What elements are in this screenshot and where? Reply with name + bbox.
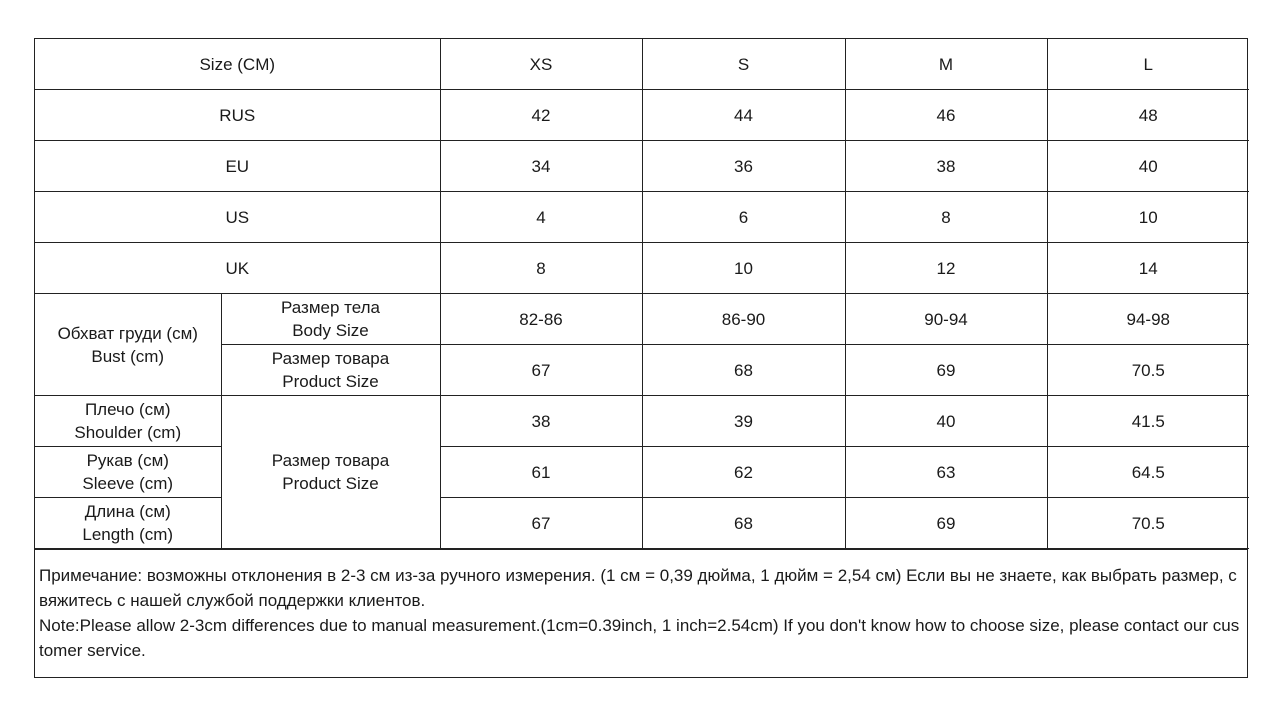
standard-row-rus bbox=[35, 90, 1249, 141]
table-cell: 40 bbox=[845, 396, 1047, 447]
bust-label-ru: Обхват груди (см) bbox=[57, 323, 198, 343]
table-cell: 12 bbox=[845, 243, 1047, 294]
standard-label: RUS bbox=[35, 90, 440, 141]
table-cell: 68 bbox=[642, 345, 845, 396]
sleeve-row bbox=[35, 447, 1249, 498]
shoulder-label bbox=[35, 396, 221, 447]
table-cell: 40 bbox=[1047, 141, 1249, 192]
length-label bbox=[35, 498, 221, 549]
table-cell: 90-94 bbox=[845, 294, 1047, 345]
length-label-en: Length (cm) bbox=[82, 525, 174, 544]
table-cell: 70.5 bbox=[1047, 345, 1249, 396]
length-label-ru: Длина (см) bbox=[84, 502, 171, 521]
table-cell: 64.5 bbox=[1047, 447, 1249, 498]
table-cell: 67 bbox=[440, 345, 642, 396]
body-size-label-en: Body Size bbox=[292, 321, 369, 340]
bust-label-en: Bust (cm) bbox=[91, 346, 165, 366]
size-header-m: M bbox=[845, 39, 1047, 90]
size-header-s: S bbox=[642, 39, 845, 90]
product-size-label-en: Product Size bbox=[282, 372, 379, 391]
table-cell: 41.5 bbox=[1047, 396, 1249, 447]
product-size-group-label-en: Product Size bbox=[282, 474, 379, 493]
standard-label: EU bbox=[35, 141, 440, 192]
table-cell: 6 bbox=[642, 192, 845, 243]
table-cell: 62 bbox=[642, 447, 845, 498]
table-cell: 46 bbox=[845, 90, 1047, 141]
size-label-header: Size (CM) bbox=[35, 39, 440, 90]
table-cell: 44 bbox=[642, 90, 845, 141]
table-cell: 42 bbox=[440, 90, 642, 141]
table-cell: 68 bbox=[642, 498, 845, 549]
body-size-label-ru: Размер тела bbox=[280, 298, 380, 317]
table-cell: 4 bbox=[440, 192, 642, 243]
note-ru: Примечание: возможны отклонения в 2-3 см из-за ручного измерения. (1 см = 0,39 дюйма, 1 дюйм = 2,54 см) Если вы не знаете, как выбрать размер, свяжитесь с нашей службой поддержки клиентов. bbox=[39, 566, 1237, 610]
bust-label bbox=[35, 294, 221, 396]
table-cell: 8 bbox=[440, 243, 642, 294]
table-cell: 86-90 bbox=[642, 294, 845, 345]
table-cell: 39 bbox=[642, 396, 845, 447]
table-cell: 10 bbox=[1047, 192, 1249, 243]
table-cell: 61 bbox=[440, 447, 642, 498]
table-cell: 70.5 bbox=[1047, 498, 1249, 549]
product-size-group-label bbox=[221, 396, 440, 549]
size-table bbox=[35, 39, 1249, 549]
table-cell: 82-86 bbox=[440, 294, 642, 345]
table-cell: 63 bbox=[845, 447, 1047, 498]
body-size-label bbox=[221, 294, 440, 345]
table-cell: 94-98 bbox=[1047, 294, 1249, 345]
standard-row-eu bbox=[35, 141, 1249, 192]
size-header-l: L bbox=[1047, 39, 1249, 90]
table-cell: 38 bbox=[440, 396, 642, 447]
length-row bbox=[35, 498, 1249, 549]
sleeve-label bbox=[35, 447, 221, 498]
shoulder-label-en: Shoulder (cm) bbox=[74, 423, 182, 442]
table-cell: 36 bbox=[642, 141, 845, 192]
table-cell: 8 bbox=[845, 192, 1047, 243]
standard-label: UK bbox=[35, 243, 440, 294]
sleeve-label-en: Sleeve (cm) bbox=[82, 474, 174, 493]
bust-body-row bbox=[35, 294, 1249, 345]
standard-row-us bbox=[35, 192, 1249, 243]
size-header-xs: XS bbox=[440, 39, 642, 90]
table-cell: 67 bbox=[440, 498, 642, 549]
header-row bbox=[35, 39, 1249, 90]
sleeve-label-ru: Рукав (см) bbox=[86, 451, 169, 470]
table-cell: 14 bbox=[1047, 243, 1249, 294]
product-size-label-ru: Размер товара bbox=[271, 349, 390, 368]
product-size-group-label-ru: Размер товара bbox=[271, 451, 390, 470]
standard-row-uk bbox=[35, 243, 1249, 294]
table-cell: 10 bbox=[642, 243, 845, 294]
table-cell: 38 bbox=[845, 141, 1047, 192]
note-en: Note:Please allow 2-3cm differences due to manual measurement.(1cm=0.39inch, 1 inch=2.54cm) If you don't know how to choose size, please contact our customer service. bbox=[39, 616, 1240, 660]
measurement-note bbox=[35, 549, 1247, 677]
table-cell: 69 bbox=[845, 345, 1047, 396]
table-cell: 34 bbox=[440, 141, 642, 192]
table-cell: 48 bbox=[1047, 90, 1249, 141]
standard-label: US bbox=[35, 192, 440, 243]
shoulder-label-ru: Плечо (см) bbox=[84, 400, 171, 419]
size-chart bbox=[34, 38, 1248, 678]
product-size-label bbox=[221, 345, 440, 396]
shoulder-row bbox=[35, 396, 1249, 447]
table-cell: 69 bbox=[845, 498, 1047, 549]
